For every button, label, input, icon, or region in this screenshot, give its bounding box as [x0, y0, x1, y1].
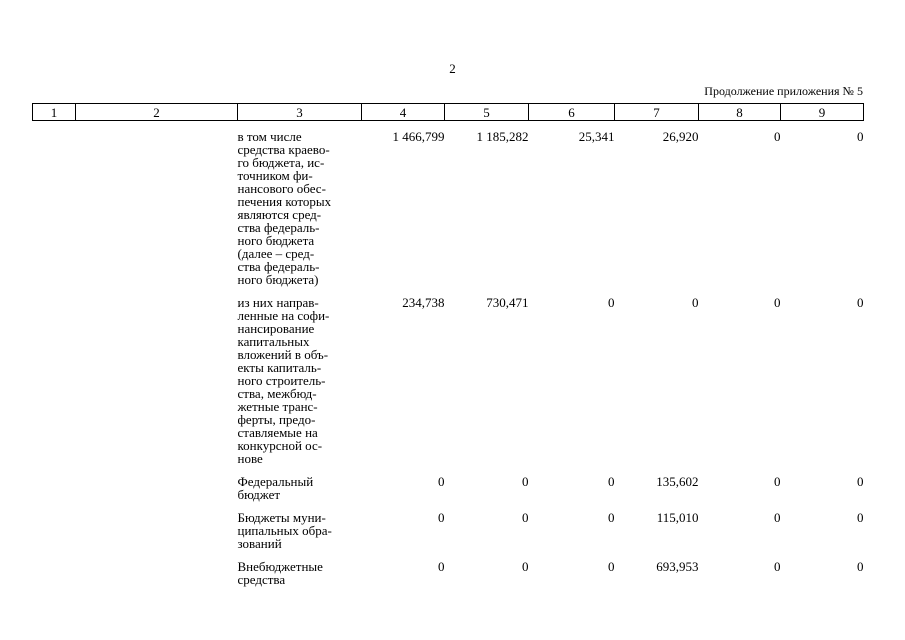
- description-line: (далее – сред-: [237, 246, 315, 261]
- value-col-5: 0: [522, 510, 529, 525]
- description-line: ного бюджета): [237, 272, 319, 287]
- value-col-4: 0: [438, 510, 445, 525]
- value-col-4: 0: [438, 559, 445, 574]
- value-col-7: 115,010: [656, 510, 699, 525]
- value-col-8: 0: [774, 559, 781, 574]
- value-col-5: 1 185,282: [476, 129, 529, 144]
- description-line: Федеральный: [237, 474, 314, 489]
- column-header-9: 9: [781, 104, 864, 121]
- budget-table: [32, 103, 864, 586]
- description-line: средства краево-: [237, 142, 330, 157]
- description-line: зований: [237, 536, 282, 551]
- cell-col-2: [76, 296, 238, 475]
- description-line: в том числе: [237, 129, 302, 144]
- description-line: жетные транс-: [237, 399, 318, 414]
- value-col-8: 0: [774, 295, 781, 310]
- table-row: [33, 296, 864, 475]
- cell-col-1: [33, 511, 76, 560]
- value-col-6: 0: [608, 510, 615, 525]
- description-line: ства федераль-: [237, 259, 320, 274]
- value-col-7: 0: [692, 295, 699, 310]
- description-line: из них направ-: [237, 295, 319, 310]
- cell-col-1: [33, 296, 76, 475]
- description-line: вложений в объ-: [237, 347, 329, 362]
- value-col-6: 25,341: [578, 129, 615, 144]
- row-description: [238, 296, 362, 475]
- column-header-1: 1: [33, 104, 76, 121]
- cell-col-2: [76, 511, 238, 560]
- description-line: нансового обес-: [237, 181, 326, 196]
- value-col-6: 0: [608, 295, 615, 310]
- description-line: средства: [237, 572, 286, 587]
- description-line: ставляемые на: [237, 425, 318, 440]
- column-header-4: 4: [362, 104, 445, 121]
- table-row: [33, 475, 864, 511]
- value-col-6: 0: [608, 559, 615, 574]
- description-line: конкурсной ос-: [237, 438, 323, 453]
- value-col-9: 0: [857, 474, 864, 489]
- row-description: [238, 560, 362, 586]
- description-line: печения которых: [237, 194, 332, 209]
- cell-col-1: [33, 475, 76, 511]
- value-col-8: 0: [774, 129, 781, 144]
- description-line: ного строитель-: [237, 373, 326, 388]
- value-col-8: 0: [774, 510, 781, 525]
- description-line: точником фи-: [237, 168, 313, 183]
- header-row: [33, 104, 864, 121]
- value-col-6: 0: [608, 474, 615, 489]
- page-number: 2: [449, 61, 456, 76]
- description-line: капитальных: [237, 334, 310, 349]
- cell-col-1: [33, 560, 76, 586]
- table-row: [33, 511, 864, 560]
- column-header-5: 5: [445, 104, 529, 121]
- column-header-7: 7: [615, 104, 699, 121]
- description-line: ства, межбюд-: [237, 386, 317, 401]
- row-description: [238, 121, 362, 297]
- cell-col-2: [76, 475, 238, 511]
- value-col-5: 0: [522, 474, 529, 489]
- value-col-9: 0: [857, 295, 864, 310]
- description-line: ципальных обра-: [237, 523, 332, 538]
- column-header-8: 8: [699, 104, 781, 121]
- value-col-9: 0: [857, 129, 864, 144]
- value-col-4: 234,738: [402, 295, 445, 310]
- description-line: нове: [237, 451, 263, 466]
- description-line: екты капиталь-: [237, 360, 322, 375]
- table-body: [33, 121, 864, 587]
- table-row: [33, 121, 864, 297]
- description-line: ства федераль-: [237, 220, 320, 235]
- column-header-3: 3: [238, 104, 362, 121]
- description-line: нансирование: [237, 321, 315, 336]
- value-col-7: 135,602: [656, 474, 699, 489]
- cell-col-2: [76, 560, 238, 586]
- cell-col-1: [33, 121, 76, 297]
- table-header: [33, 104, 864, 121]
- table-row: [33, 560, 864, 586]
- value-col-5: 0: [522, 559, 529, 574]
- description-line: ферты, предо-: [237, 412, 316, 427]
- row-description: [238, 475, 362, 511]
- description-line: ленные на софи-: [237, 308, 330, 323]
- value-col-9: 0: [857, 510, 864, 525]
- value-col-4: 0: [438, 474, 445, 489]
- cell-col-2: [76, 121, 238, 297]
- column-header-2: 2: [76, 104, 238, 121]
- value-col-9: 0: [857, 559, 864, 574]
- description-line: являются сред-: [237, 207, 322, 222]
- description-line: Бюджеты муни-: [237, 510, 326, 525]
- value-col-5: 730,471: [486, 295, 529, 310]
- description-line: ного бюджета: [237, 233, 315, 248]
- description-line: Внебюджетные: [237, 559, 323, 574]
- appendix-continuation-label: Продолжение приложения № 5: [704, 84, 863, 98]
- column-header-6: 6: [529, 104, 615, 121]
- description-line: бюджет: [237, 487, 281, 502]
- value-col-8: 0: [774, 474, 781, 489]
- row-description: [238, 511, 362, 560]
- value-col-4: 1 466,799: [392, 129, 445, 144]
- description-line: го бюджета, ис-: [237, 155, 325, 170]
- value-col-7: 693,953: [656, 559, 699, 574]
- value-col-7: 26,920: [662, 129, 699, 144]
